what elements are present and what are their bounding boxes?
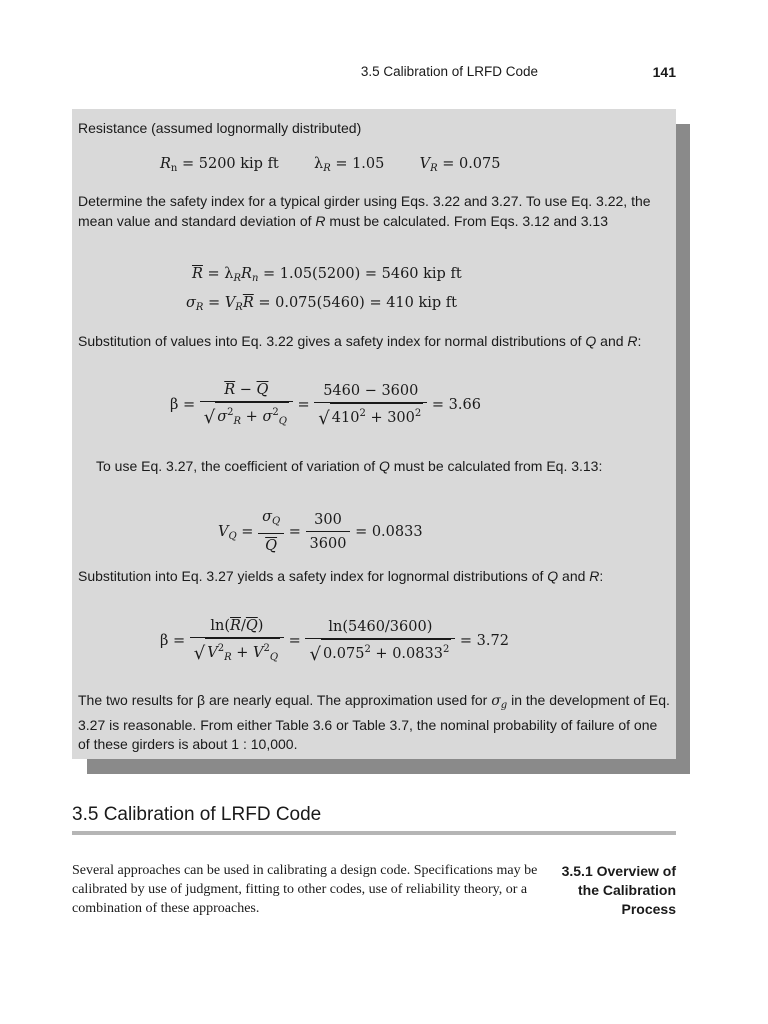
eq-beta-normal: β = $\frac{\overline{R} - \overline{Q}}{√ \sigma^2_R + \sigma^2_Q}$ = $\frac{5460 - 3600}{√ 410^2 + 300^2}$ = 3.66 <box>170 379 481 431</box>
section-title: 3.5 Calibration of LRFD Code <box>72 804 322 825</box>
para-substitution: Substitution of values into Eq. 3.22 gives a safety index for normal distributions of Q and R: <box>78 333 642 349</box>
para-final: The two results for β are nearly equal. The approximation used for $\sigma_g$ in the development of Eq. 3.27 is reasonable. From either Table 3.6 or Table 3.7, the nominal probability of failure of one of these girders is about 1 : 10,000. <box>78 692 670 752</box>
para-substitution-2: Substitution into Eq. 3.27 yields a safety index for lognormal distributions of Q and R: <box>78 568 604 584</box>
para-to-use: To use Eq. 3.27, the coefficient of variation of Q must be calculated from Eq. 3.13: <box>96 458 603 474</box>
section-body-text: Several approaches can be used in calibrating a design code. Specifications may be calibrated by use of judgment, fitting to other codes, use of reliability theory, or a combination of these approaches. <box>72 863 538 916</box>
para-determine: Determine the safety index for a typical girder using Eqs. 3.22 and 3.27. To use Eq. 3.22, the mean value and standard deviation of R must be calculated. From Eqs. 3.12 and 3.13 <box>78 193 651 229</box>
eq-beta-lognormal: β = $\frac{\ln(\overline{R}/\overline{Q})}{√ V^2_R + V^2_Q}$ = $\frac{\ln(5460/3600)}{√ 0.075^2 + 0.0833^2}$ = 3.72 <box>160 615 509 667</box>
eq-sigma-r: $\sigma_R = V_R\overline{R} = 0.075(5460) = 410$ kip ft <box>186 295 458 313</box>
running-header <box>72 64 676 84</box>
subsection-side-heading: 3.5.1 Overview of the Calibration Process <box>561 863 676 917</box>
para-resistance: Resistance (assumed lognormally distributed) <box>78 120 362 136</box>
eq-rbar: $\overline{R} = \lambda_RR_n = 1.05(5200) = 5460$ kip ft <box>192 266 462 284</box>
running-header-section: 3.5 Calibration of LRFD Code <box>360 64 538 79</box>
eq-vq: $V_Q$ = $\frac{\sigma_Q}{Q}$ = $\frac{300}{3600}$ = 0.0833 <box>218 506 423 558</box>
example-box <box>72 109 676 759</box>
section-divider <box>72 831 676 835</box>
page-number: 141 <box>652 64 676 80</box>
eq-given-values: $R_n = 5200$ kip ft $\lambda_R = 1.05$ $V_R = 0.075$ <box>160 156 501 174</box>
